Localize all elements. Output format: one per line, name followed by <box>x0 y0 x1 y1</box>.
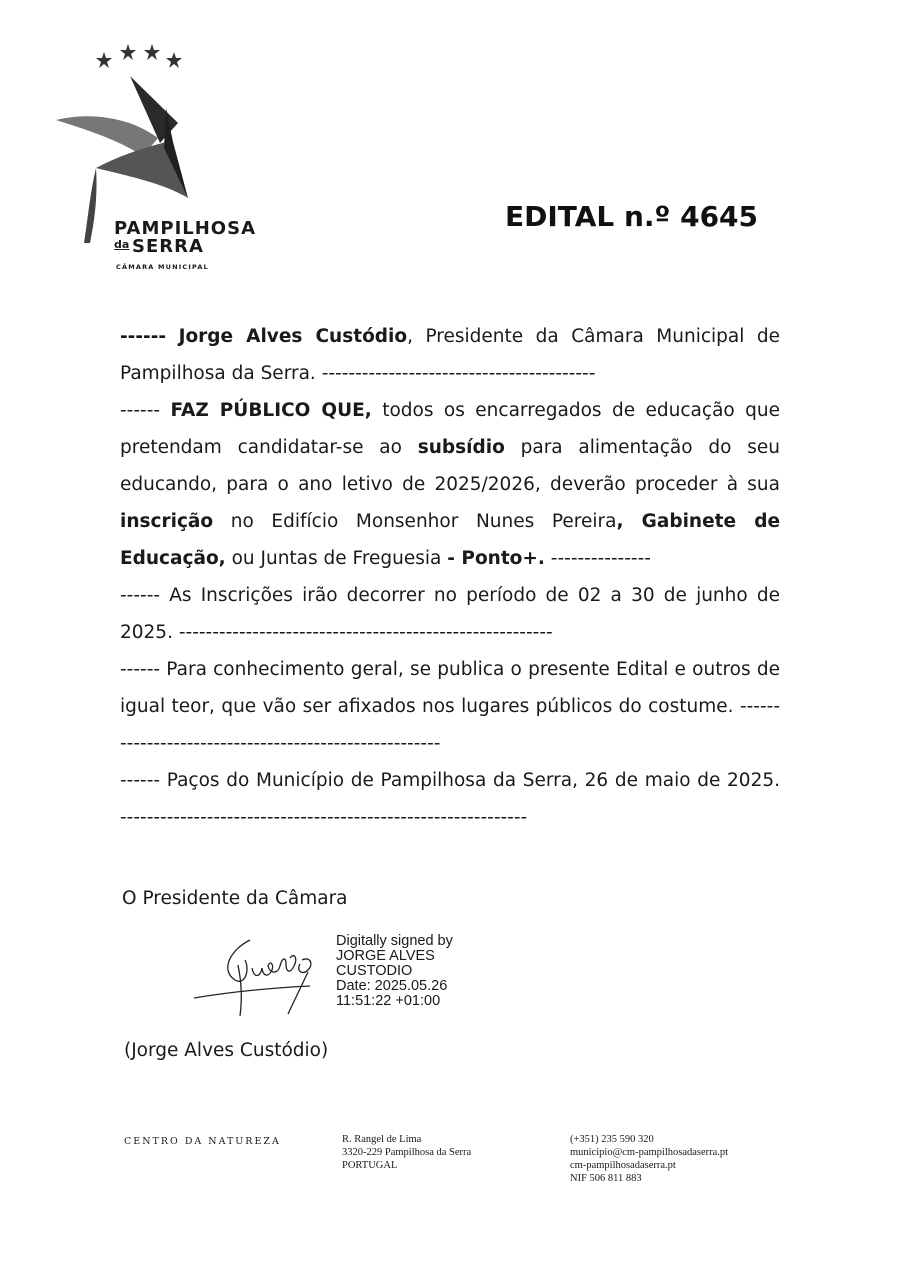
president-name: Jorge Alves Custódio <box>178 326 408 347</box>
p1-dashes: ------ <box>120 326 167 347</box>
p2-announcement: FAZ PÚBLICO QUE, <box>170 400 372 421</box>
p1-filler: ----------------------------------------- <box>321 363 596 384</box>
footer-address <box>342 1133 471 1172</box>
p5-dashes: ------ <box>120 770 161 791</box>
sig-line-4: Date: 2025.05.26 <box>336 978 448 994</box>
p2-ponto: - Ponto+. <box>447 548 545 569</box>
footer-address-line-2: 3320-229 Pampilhosa da Serra <box>342 1147 472 1158</box>
p2-text-a: todos os encarregados de educação que pretendam candidatar-se ao <box>120 400 780 458</box>
p3-text: As Inscrições irão decorrer no período de 02 a 30 de junho de 2025. <box>120 585 780 643</box>
p2-dashes: ------ <box>120 400 161 421</box>
signatory-role: O Presidente da Câmara <box>122 888 348 909</box>
footer-website[interactable]: cm-pampilhosadaserra.pt <box>570 1160 676 1171</box>
footer-email[interactable]: municipio@cm-pampilhosadaserra.pt <box>570 1147 729 1158</box>
p2-text-g: ou Juntas de Freguesia <box>225 548 448 569</box>
p2-filler: --------------- <box>550 548 651 569</box>
paragraph-2 <box>120 392 780 577</box>
p2-text-c: para alimentação do seu educando, para o ano letivo de 2025/2026, deverão proceder à sua <box>120 437 780 495</box>
handwritten-signature-icon <box>190 930 330 1020</box>
footer-contact <box>570 1133 728 1185</box>
sig-line-3: CUSTODIO <box>336 963 413 979</box>
logo-name-line1: PAMPILHOSA <box>114 218 257 239</box>
p4-text: Para conhecimento geral, se publica o presente Edital e outros de igual teor, que vão ser afixados nos lugares públicos do costume. <box>120 659 780 717</box>
footer-tagline: CENTRO DA NATUREZA <box>124 1136 281 1147</box>
sig-line-1: Digitally signed by <box>336 933 453 949</box>
p1-text: , Presidente da Câmara Municipal de Pampilhosa da Serra. <box>120 326 780 384</box>
edital-body <box>120 318 780 836</box>
footer-phone: (+351) 235 590 320 <box>570 1134 654 1145</box>
logo-subtitle: CÂMARA MUNICIPAL <box>116 263 209 271</box>
paragraph-1 <box>120 318 780 392</box>
sig-line-5: 11:51:22 +01:00 <box>336 993 441 1009</box>
logo-name-da: da <box>114 238 130 251</box>
p3-filler: -------------------------------------------------------- <box>178 622 553 643</box>
municipal-logo <box>48 38 268 278</box>
logo-name-line2: SERRA <box>132 236 204 257</box>
p2-inscricao: inscrição <box>120 511 214 532</box>
p2-text-e: no Edifício Monsenhor Nunes Pereira <box>213 511 617 532</box>
paragraph-5 <box>120 762 780 836</box>
paragraph-4 <box>120 651 780 762</box>
paragraph-3 <box>120 577 780 651</box>
footer-nif: NIF 506 811 883 <box>570 1173 642 1184</box>
p5-filler: ------------------------------------------------------------- <box>120 807 528 828</box>
sig-line-2: JORGE ALVES <box>336 948 435 964</box>
footer-address-line-3: PORTUGAL <box>342 1160 398 1171</box>
document-title: EDITAL n.º 4645 <box>505 200 759 233</box>
footer-address-line-1: R. Rangel de Lima <box>342 1134 422 1145</box>
p4-dashes: ------ <box>120 659 161 680</box>
p2-subsidio: subsídio <box>417 437 505 458</box>
signatory-name: (Jorge Alves Custódio) <box>124 1040 329 1061</box>
p4-filler: ------------------------------------------------------ <box>120 696 780 754</box>
p2-gabinete: , Gabinete de Educação, <box>120 511 780 569</box>
digital-signature-block <box>336 934 453 1009</box>
p5-text: Paços do Município de Pampilhosa da Serra, 26 de maio de 2025. <box>160 770 780 791</box>
p3-dashes: ------ <box>120 585 161 606</box>
